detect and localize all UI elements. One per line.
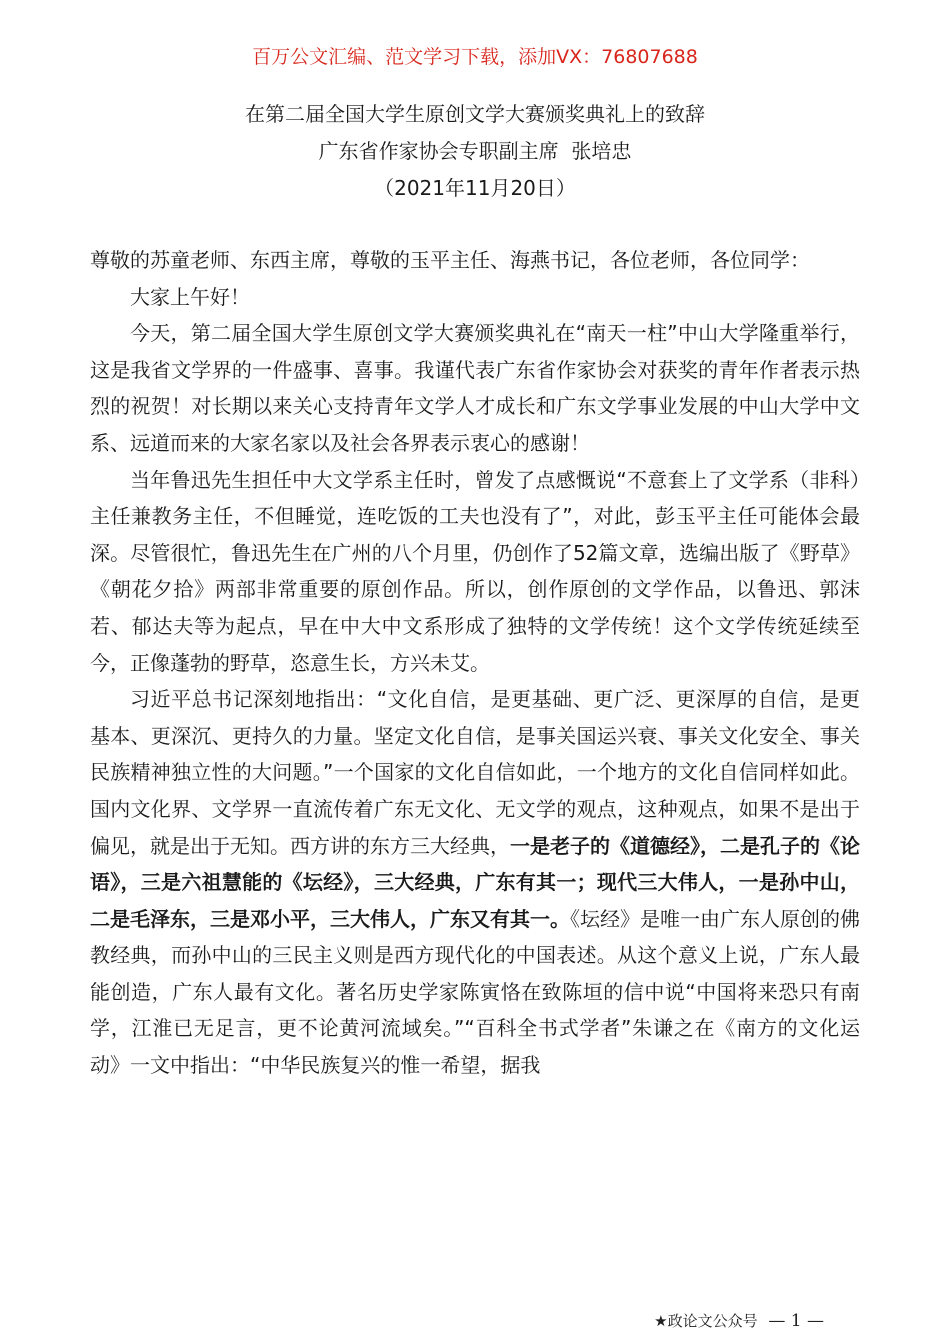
speaker-line: 广东省作家协会专职副主席 张培忠 <box>318 139 632 163</box>
speech-body <box>90 242 860 1084</box>
speech-date: （2021年11月20日） <box>374 176 576 200</box>
footer-source: ★政论文公众号 <box>654 1312 758 1330</box>
paragraph-3-lead: 习近平总书记深刻地指出：“文化自信，是更基础、更广泛、更深厚的自信，是更基本、更深沉、更持久的力量。坚定文化自信，是事关国运兴衰、事关文化安全、事关民族精神独立性的大问题。”一个国家的文化自信如此，一个地方的文化自信同样如此。国内文化界、文学界一直流传着广东无文化、无文学的观点，这种观点，如果不是出于偏见，就是出于无知。西方讲的东方三大经典， <box>90 687 860 858</box>
speech-title: 在第二届全国大学生原创文学大赛颁奖典礼上的致辞 <box>245 102 705 126</box>
paragraph-3 <box>90 681 860 1084</box>
greeting: 大家上午好！ <box>130 284 250 309</box>
top-banner: 百万公文汇编、范文学习下载，添加VX：76807688 <box>252 46 698 68</box>
page-number: — 1 — <box>768 1311 824 1331</box>
page-number-value: 1 <box>790 1311 802 1331</box>
salutation: 尊敬的苏童老师、东西主席，尊敬的玉平主任、海燕书记，各位老师，各位同学： <box>90 248 810 272</box>
page-footer <box>654 1310 830 1331</box>
paragraph-3-tail: 《坛经》是唯一由广东人原创的佛教经典，而孙中山的三民主义则是西方现代化的中国表述。从这个意义上说，广东人最能创造，广东人最有文化。著名历史学家陈寅恪在致陈垣的信中说“中国将来恐只有南学，江淮已无足言，更不论黄河流域矣。”“百科全书式学者”朱谦之在《南方的文化运动》一文中指出：“中华民族复兴的惟一希望，据我 <box>90 906 860 1078</box>
paragraph-1: 今天，第二届全国大学生原创文学大赛颁奖典礼在“南天一柱”中山大学隆重举行，这是我省文学界的一件盛事、喜事。我谨代表广东省作家协会对获奖的青年作者表示热烈的祝贺！对长期以来关心支持青年文学人才成长和广东文学事业发展的中山大学中文系、远道而来的大家名家以及社会各界表示衷心的感谢！ <box>90 321 860 455</box>
paragraph-3-bold: 一是老子的《道德经》，二是孔子的《论语》，三是六祖慧能的《坛经》，三大经典，广东有其一；现代三大伟人，一是孙中山，二是毛泽东，三是邓小平，三大伟人，广东又有其一。 <box>90 833 860 931</box>
title-block <box>0 96 950 207</box>
paragraph-2: 当年鲁迅先生担任中大文学系主任时，曾发了点感慨说“不意套上了文学系（非科）主任兼教务主任，不但睡觉，连吃饭的工夫也没有了”，对此，彭玉平主任可能体会最深。尽管很忙，鲁迅先生在广州的八个月里，仍创作了52篇文章，选编出版了《野草》《朝花夕拾》两部非常重要的原创作品。所以，创作原创的文学作品，以鲁迅、郭沫若、郁达夫等为起点，早在中大中文系形成了独特的文学传统！这个文学传统延续至今，正像蓬勃的野草，恣意生长，方兴未艾。 <box>90 467 860 675</box>
